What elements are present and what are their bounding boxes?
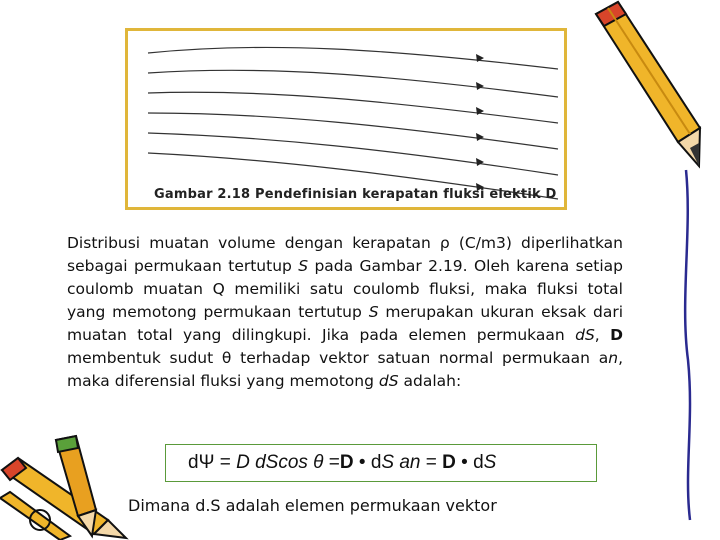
text-run: pada Gambar 2.19. Oleh karena setiap coulomb muatan Q memiliki satu coulomb fluksi, maka fluksi total yang memotong permukaan tertutup: [67, 257, 623, 321]
flux-line: [148, 113, 558, 149]
symbol-s: S: [368, 303, 379, 321]
footnote-text: Dimana d.S adalah elemen permukaan vektor: [128, 496, 497, 515]
formula-part: =: [323, 452, 340, 473]
flux-line: [148, 133, 558, 175]
figure-frame: [125, 28, 567, 210]
formula-part: =: [420, 452, 443, 473]
flux-line: [148, 70, 558, 97]
arrow-icon: [476, 82, 484, 90]
text-run: Distribusi muatan volume dengan kerapatan ρ (C/m3) diperlihatkan sebagai permukaan tertutup: [67, 234, 623, 275]
symbol-d: D: [610, 326, 623, 344]
formula-part: D: [339, 452, 354, 473]
arrow-icon: [476, 133, 484, 141]
figure-caption: Gambar 2.18 Pendefinisian kerapatan fluksi elektik D: [154, 187, 557, 202]
symbol-ds: dS: [575, 326, 595, 344]
formula-part: S an: [381, 452, 421, 473]
flux-line: [148, 47, 558, 69]
formula-part: • d: [353, 452, 382, 473]
arrow-icon: [476, 158, 484, 166]
symbol-n: n: [608, 349, 619, 367]
text-run: membentuk sudut θ terhadap vektor satuan normal permukaan a: [67, 349, 609, 367]
formula-part: • d: [455, 452, 484, 473]
formula-part: dΨ =: [188, 452, 237, 473]
symbol-s: S: [298, 257, 309, 275]
text-run: , maka diferensial fluksi yang memotong: [67, 349, 623, 390]
scribble-line: [685, 170, 690, 520]
flux-lines-diagram: [128, 31, 564, 207]
formula-box: [165, 444, 597, 482]
text-run: ,: [594, 326, 611, 344]
text-run: adalah:: [398, 372, 462, 390]
body-paragraph: [67, 232, 623, 393]
formula-part: D dScos θ: [236, 452, 324, 473]
formula-part: S: [483, 452, 497, 473]
formula-part: D: [442, 452, 456, 473]
text-run: merupakan ukuran eksak dari muatan total yang dilingkupi. Jika pada elemen permukaan: [67, 303, 624, 344]
pencil-icon: [596, 2, 700, 166]
flux-line: [148, 92, 558, 123]
symbol-ds: dS: [378, 372, 399, 390]
